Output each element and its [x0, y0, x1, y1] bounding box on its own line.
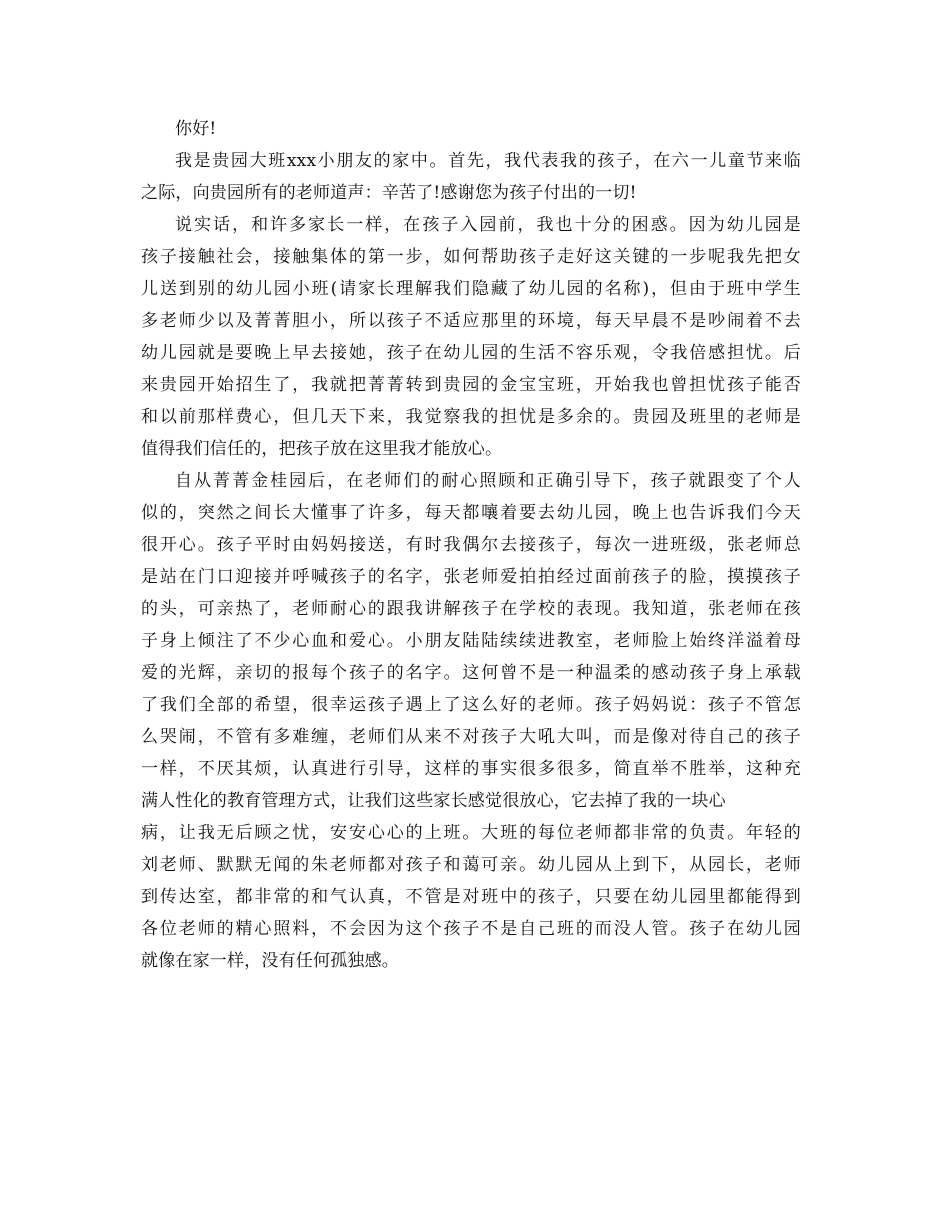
paragraph-line: 似的，突然之间长大懂事了许多，每天都嚷着要去幼儿园，晚上也告诉我们今天	[141, 503, 801, 523]
paragraph-line: 幼儿园就是要晚上早去接她，孩子在幼儿园的生活不容乐观，令我倍感担忧。后	[141, 343, 801, 363]
paragraph-line: 么哭闹，不管有多难缠，老师们从来不对孩子大吼大叫，而是像对待自己的孩子	[141, 727, 801, 747]
paragraph-1	[141, 145, 801, 209]
paragraph-line: 和以前那样费心，但几天下来，我觉察我的担忧是多余的。贵园及班里的老师是	[141, 407, 801, 427]
paragraph-line: 多老师少以及菁菁胆小，所以孩子不适应那里的环境，每天早晨不是吵闹着不去	[141, 311, 801, 331]
paragraph-line: 说实话，和许多家长一样，在孩子入园前，我也十分的困惑。因为幼儿园是	[175, 215, 801, 235]
paragraph-3	[141, 465, 801, 977]
salutation: 你好!	[175, 119, 217, 139]
paragraph-line: 自从菁菁金桂园后，在老师们的耐心照顾和正确引导下，孩子就跟变了个人	[175, 471, 801, 491]
paragraph-line: 就像在家一样，没有任何孤独感。	[141, 951, 399, 971]
paragraph-2	[141, 209, 801, 465]
letter-body	[141, 113, 801, 977]
paragraph-line: 病，让我无后顾之忧，安安心心的上班。大班的每位老师都非常的负责。年轻的	[141, 823, 801, 843]
paragraph-line: 孩子接触社会，接触集体的第一步，如何帮助孩子走好这关键的一步呢我先把女	[141, 247, 801, 267]
paragraph-line: 满人性化的教育管理方式，让我们这些家长感觉很放心，它去掉了我的一块心	[141, 791, 726, 811]
paragraph-line: 一样，不厌其烦，认真进行引导，这样的事实很多很多，简直举不胜举，这种充	[141, 759, 801, 779]
paragraph-line: 了我们全部的希望，很幸运孩子遇上了这么好的老师。孩子妈妈说：孩子不管怎	[141, 695, 801, 715]
paragraph-line: 来贵园开始招生了，我就把菁菁转到贵园的金宝宝班，开始我也曾担忧孩子能否	[141, 375, 801, 395]
paragraph-line: 是站在门口迎接并呼喊孩子的名字，张老师爱拍拍经过面前孩子的脸，摸摸孩子	[141, 567, 801, 587]
paragraph-line: 子身上倾注了不少心血和爱心。小朋友陆陆续续进教室，老师脸上始终洋溢着母	[141, 631, 801, 651]
paragraph-line: 之际，向贵园所有的老师道声：辛苦了!感谢您为孩子付出的一切!	[141, 183, 637, 203]
paragraph-line: 各位老师的精心照料，不会因为这个孩子不是自己班的而没人管。孩子在幼儿园	[141, 919, 801, 939]
paragraph-line: 到传达室，都非常的和气认真，不管是对班中的孩子，只要在幼儿园里都能得到	[141, 887, 801, 907]
paragraph-line: 儿送到别的幼儿园小班(请家长理解我们隐藏了幼儿园的名称)，但由于班中学生	[141, 279, 801, 299]
paragraph-line: 值得我们信任的，把孩子放在这里我才能放心。	[141, 439, 503, 459]
paragraph-line: 刘老师、默默无闻的朱老师都对孩子和蔼可亲。幼儿园从上到下，从园长，老师	[141, 855, 801, 875]
paragraph-line: 很开心。孩子平时由妈妈接送，有时我偶尔去接孩子，每次一进班级，张老师总	[141, 535, 801, 555]
paragraph-line: 我是贵园大班xxx小朋友的家中。首先，我代表我的孩子，在六一儿童节来临	[175, 151, 801, 171]
paragraph-line: 的头，可亲热了，老师耐心的跟我讲解孩子在学校的表现。我知道，张老师在孩	[141, 599, 801, 619]
paragraph-line: 爱的光辉，亲切的报每个孩子的名字。这何曾不是一种温柔的感动孩子身上承载	[141, 663, 801, 683]
